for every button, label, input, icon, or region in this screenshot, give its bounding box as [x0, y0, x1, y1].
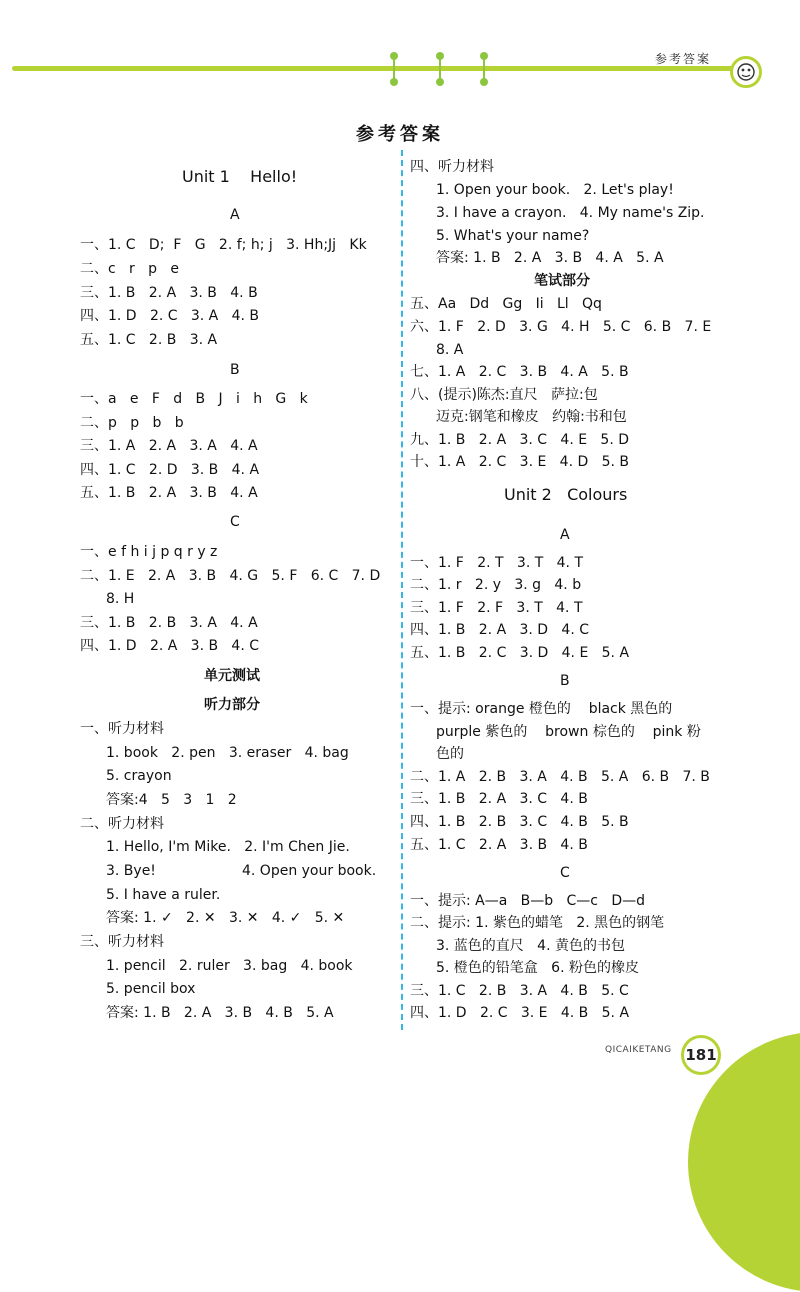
answer-line: 一、e f h i j p q r y z — [80, 544, 218, 560]
answer-line: 三、1. B 2. A 3. C 4. B — [410, 791, 588, 807]
answer-line: 答案: 1. B 2. A 3. B 4. B 5. A — [106, 1005, 334, 1021]
answer-line: 二、c r p e — [80, 261, 180, 277]
answer-line: 三、1. B 2. B 3. A 4. A — [80, 615, 258, 631]
binder-clip-icon — [390, 52, 398, 86]
answer-line: 六、1. F 2. D 3. G 4. H 5. C 6. B 7. E — [410, 319, 712, 335]
answer-line: 一、提示: orange 橙色的 black 黑色的 — [410, 701, 673, 717]
answer-line: 七、1. A 2. C 3. B 4. A 5. B — [410, 364, 629, 380]
section-label: B — [560, 673, 570, 689]
answer-line: 三、听力材料 — [80, 934, 164, 950]
answer-line: 二、p p b b — [80, 415, 184, 431]
section-label: C — [560, 865, 570, 881]
unit-heading: Unit 2 Colours — [504, 485, 628, 504]
answer-line: purple 紫色的 brown 棕色的 pink 粉 — [436, 724, 701, 740]
answer-line: 二、1. A 2. B 3. A 4. B 5. A 6. B 7. B — [410, 769, 710, 785]
section-label: C — [230, 514, 240, 530]
mascot-icon — [730, 56, 762, 88]
answer-line: 8. H — [106, 591, 135, 607]
answer-line: 5. pencil box — [106, 981, 196, 997]
unit-heading: Unit 1 Hello! — [182, 167, 298, 186]
part-heading: 听力部分 — [204, 697, 260, 713]
header-rule — [12, 66, 742, 71]
footer-brand: QICAIKETANG — [605, 1045, 672, 1055]
answer-line: 二、1. r 2. y 3. g 4. b — [410, 577, 582, 593]
answer-line: 四、1. B 2. A 3. D 4. C — [410, 622, 590, 638]
section-label: B — [230, 362, 240, 378]
answer-line: 九、1. B 2. A 3. C 4. E 5. D — [410, 432, 630, 448]
answer-line: 三、1. B 2. A 3. B 4. B — [80, 285, 258, 301]
answer-line: 答案:4 5 3 1 2 — [106, 792, 237, 808]
answer-line: 8. A — [436, 342, 464, 358]
column-divider — [401, 150, 403, 1030]
answer-line: 答案: 1. ✓ 2. ✕ 3. ✕ 4. ✓ 5. ✕ — [106, 910, 345, 926]
answer-line: 3. Bye! — [106, 863, 156, 879]
binder-clip-icon — [480, 52, 488, 86]
answer-line: 五、1. C 2. B 3. A — [80, 332, 218, 348]
answer-line: 一、a e F d B J i h G k — [80, 391, 308, 407]
answer-line: 1. book 2. pen 3. eraser 4. bag — [106, 745, 349, 761]
test-heading: 单元测试 — [204, 668, 260, 684]
answer-line: 4. Open your book. — [242, 863, 377, 879]
answer-line: 八、(提示)陈杰:直尺 萨拉:包 — [410, 387, 598, 403]
answer-line: 三、1. F 2. F 3. T 4. T — [410, 600, 583, 616]
answer-line: 五、1. C 2. A 3. B 4. B — [410, 837, 588, 853]
answer-line: 四、1. B 2. B 3. C 4. B 5. B — [410, 814, 629, 830]
answer-line: 二、听力材料 — [80, 816, 164, 832]
answer-line: 一、提示: A—a B—b C—c D—d — [410, 893, 646, 909]
answer-line: 五、Aa Dd Gg Ii Ll Qq — [410, 296, 602, 312]
section-label: A — [230, 207, 240, 223]
answer-line: 二、1. E 2. A 3. B 4. G 5. F 6. C 7. D — [80, 568, 381, 584]
answer-line: 三、1. A 2. A 3. A 4. A — [80, 438, 258, 454]
answer-line: 迈克:钢笔和橡皮 约翰:书和包 — [436, 409, 627, 425]
answer-line: 5. 橙色的铅笔盒 6. 粉色的橡皮 — [436, 960, 639, 976]
answer-line: 四、1. D 2. C 3. E 4. B 5. A — [410, 1005, 630, 1021]
answer-line: 3. I have a crayon. 4. My name's Zip. — [436, 205, 705, 221]
answer-line: 三、1. C 2. B 3. A 4. B 5. C — [410, 983, 629, 999]
answer-line: 四、1. D 2. A 3. B 4. C — [80, 638, 260, 654]
answer-line: 5. crayon — [106, 768, 172, 784]
answer-line: 答案: 1. B 2. A 3. B 4. A 5. A — [436, 250, 664, 266]
section-label: A — [560, 527, 570, 543]
answer-line: 3. 蓝色的直尺 4. 黄色的书包 — [436, 938, 625, 954]
answer-line: 5. What's your name? — [436, 228, 590, 244]
binder-clip-icon — [436, 52, 444, 86]
answer-line: 十、1. A 2. C 3. E 4. D 5. B — [410, 454, 630, 470]
header-label: 参考答案 — [655, 52, 712, 66]
answer-line: 四、1. C 2. D 3. B 4. A — [80, 462, 260, 478]
answer-line: 1. Hello, I'm Mike. 2. I'm Chen Jie. — [106, 839, 350, 855]
part-heading: 笔试部分 — [534, 273, 590, 289]
answer-line: 1. pencil 2. ruler 3. bag 4. book — [106, 958, 353, 974]
answer-line: 5. I have a ruler. — [106, 887, 221, 903]
answer-line: 一、1. C D; F G 2. f; h; j 3. Hh;Jj Kk — [80, 237, 367, 253]
answer-line: 四、听力材料 — [410, 159, 494, 175]
answer-line: 二、提示: 1. 紫色的蜡笔 2. 黑色的钢笔 — [410, 915, 665, 931]
answer-line: 五、1. B 2. C 3. D 4. E 5. A — [410, 645, 630, 661]
page-number: 181 — [681, 1035, 721, 1075]
answer-line: 一、1. F 2. T 3. T 4. T — [410, 555, 583, 571]
answer-line: 四、1. D 2. C 3. A 4. B — [80, 308, 260, 324]
answer-line: 五、1. B 2. A 3. B 4. A — [80, 485, 258, 501]
answer-line: 一、听力材料 — [80, 721, 164, 737]
answer-line: 色的 — [436, 746, 464, 762]
page-title: 参考答案 — [356, 124, 444, 145]
answer-line: 1. Open your book. 2. Let's play! — [436, 182, 674, 198]
